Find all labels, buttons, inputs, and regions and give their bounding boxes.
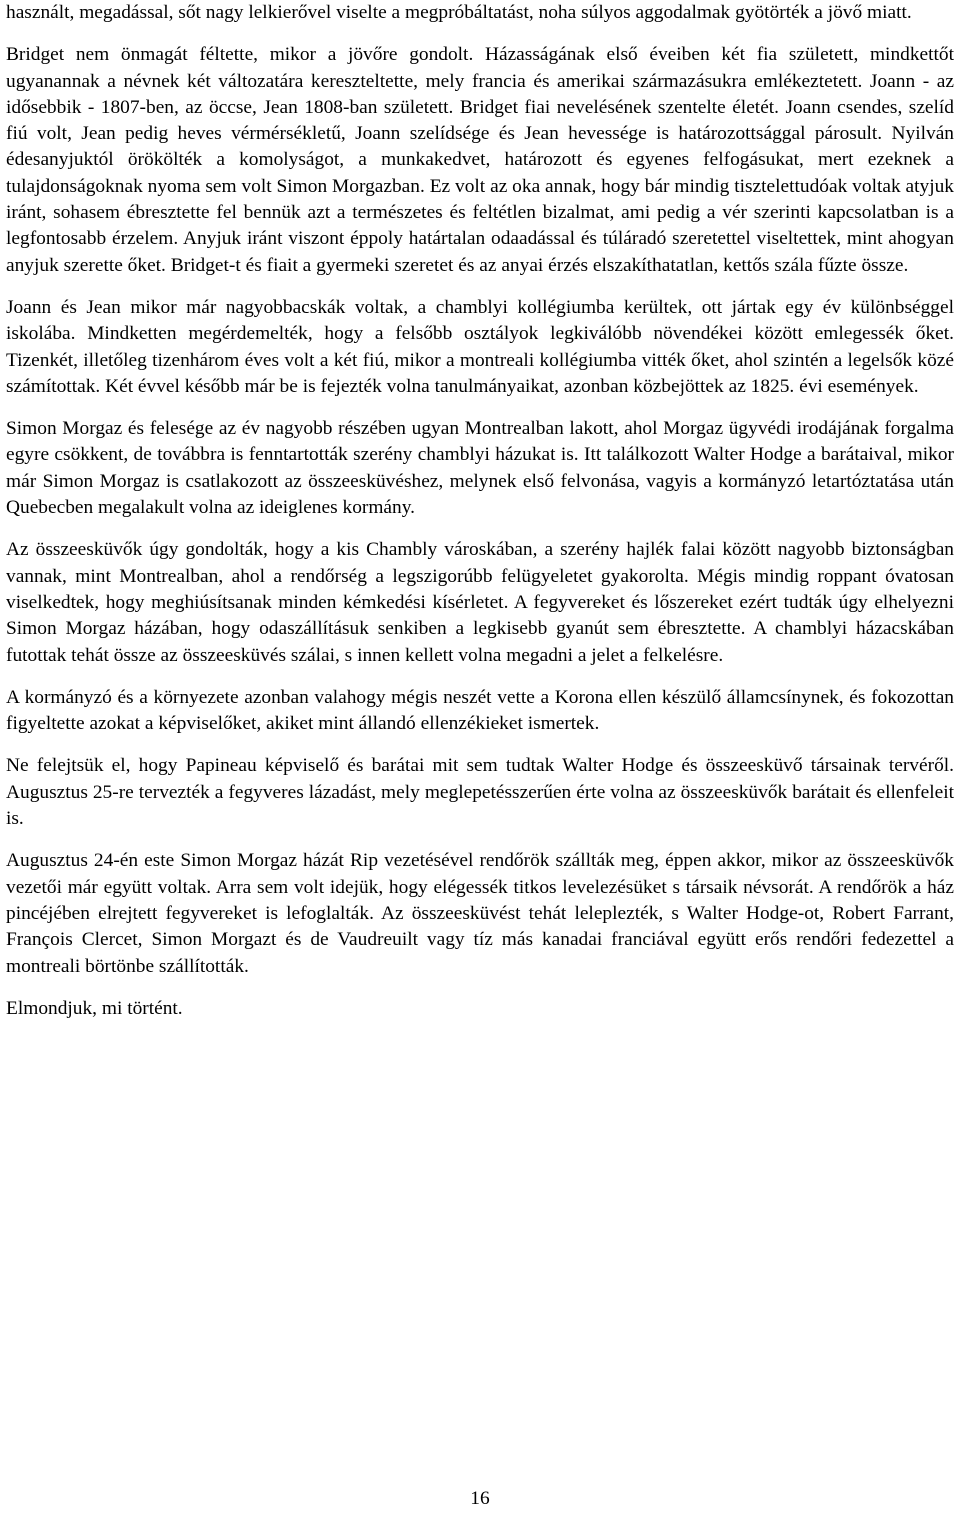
paragraph-2: Bridget nem önmagát féltette, mikor a jövőre gondolt. Házasságának első éveiben két fia született, mindkettőt ugyanannak a névnek két változatára kereszteltette, mely francia és amerikai származásukra emlékeztetett. Joann - az idősebbik - 1807-ben, az öccse, Jean 1808-ban született. Bridget fiai nevelésének szentelte életét. Joann csendes, szelíd fiú volt, Jean pedig heves vérmérsékletű, Joann szelídsége és Jean hevessége is határozottsággal párosult. Nyilván édesanyjuktól örökölték a komolyságot, a munkakedvet, határozott és egyenes felfogásukat, mert ezeknek a tulajdonságoknak nyoma sem volt Simon Morgazban. Ez volt az oka annak, hogy bár mindig tisztelettudóak voltak atyjuk iránt, sohasem ébresztette fel bennük azt a természetes és feltétlen bizalmat, ami pedig a vér szerinti kapcsolatban is a legfontosabb érzelem. Anyjuk iránt viszont éppoly határtalan odaadással és túláradó szeretettel viseltettek, mint ahogyan anyjuk szerette őket. Bridget-t és fiait a gyermeki szeretet és az anyai érzés elszakíthatatlan, kettős szála fűzte össze.	[6, 44, 954, 276]
page-number: 16	[470, 1488, 490, 1509]
body-text	[6, 0, 954, 1038]
paragraph-7: Ne felejtsük el, hogy Papineau képviselő és barátai mit sem tudtak Walter Hodge és összeesküvő társainak tervéről. Augusztus 25-re tervezték a fegyveres lázadást, mely meglepetésszerűen érte volna az összeesküvők barátait és ellenfeleit is.	[6, 755, 954, 830]
paragraph-1: használt, megadással, sőt nagy lelkierővel viselte a megpróbáltatást, noha súlyos aggodalmak gyötörték a jövő miatt.	[6, 2, 912, 23]
paragraph-8: Augusztus 24-én este Simon Morgaz házát Rip vezetésével rendőrök szállták meg, éppen akkor, mikor az összeesküvők vezetői már együtt voltak. Arra sem volt idejük, hogy elégessék titkos levelezésüket s társaik névsorát. A rendőrök a ház pincéjében elrejtett fegyvereket is lefoglalták. Az összeesküvést tehát leleplezték, s Walter Hodge-ot, Robert Farrant, François Clercet, Simon Morgazt és de Vaudreuilt vagy tíz más kanadai franciával együtt erős rendőri fedezettel a montreali börtönbe szállították.	[6, 850, 954, 977]
paragraph-9: Elmondjuk, mi történt.	[6, 997, 183, 1019]
paragraph-5: Az összeesküvők úgy gondolták, hogy a kis Chambly városkában, a szerény hajlék falai között nagyobb biztonságban vannak, mint Montrealban, ahol a rendőrség a legszigorúbb felügyeletet gyakorolta. Mégis mindig roppant óvatosan viselkedtek, hogy meghiúsítsanak minden kémkedési kísérletet. A fegyvereket és lőszereket ezért tudták úgy elhelyezni Simon Morgaz házában, hogy odaszállításuk senkiben a legkisebb gyanút sem ébresztette. A chamblyi házacskában futottak tehát össze az összeesküvés szálai, s innen kellett volna megadni a jelet a felkelésre.	[6, 539, 954, 666]
paragraph-3: Joann és Jean mikor már nagyobbacskák voltak, a chamblyi kollégiumba kerültek, ott jártak egy év különbséggel iskolába. Mindketten megérdemelték, hogy a felsőbb osztályok legkiválóbb növendékei között emlegessék őket. Tizenkét, illetőleg tizenhárom éves volt a két fiú, mikor a montreali kollégiumba vitték őket, ahol szintén a legelsők közé számítottak. Két évvel később már be is fejezték volna tanulmányaikat, azonban közbejöttek az 1825. évi események.	[6, 296, 954, 397]
paragraph-4: Simon Morgaz és felesége az év nagyobb részében ugyan Montrealban lakott, ahol Morgaz ügyvédi irodájának forgalma egyre csökkent, de továbbra is fenntartották szerény chamblyi házukat is. Itt találkozott Walter Hodge a barátaival, mikor már Simon Morgaz is csatlakozott az összeesküvéshez, melynek első felvonása, vagyis a kormányzó letartóztatása után Quebecben megalakult volna az ideiglenes kormány.	[6, 418, 954, 519]
paragraph-6: A kormányzó és a környezete azonban valahogy mégis neszét vette a Korona ellen készülő államcsínynek, és fokozottan figyeltette azokat a képviselőket, akiket mint állandó ellenzékieket ismertek.	[6, 686, 954, 735]
